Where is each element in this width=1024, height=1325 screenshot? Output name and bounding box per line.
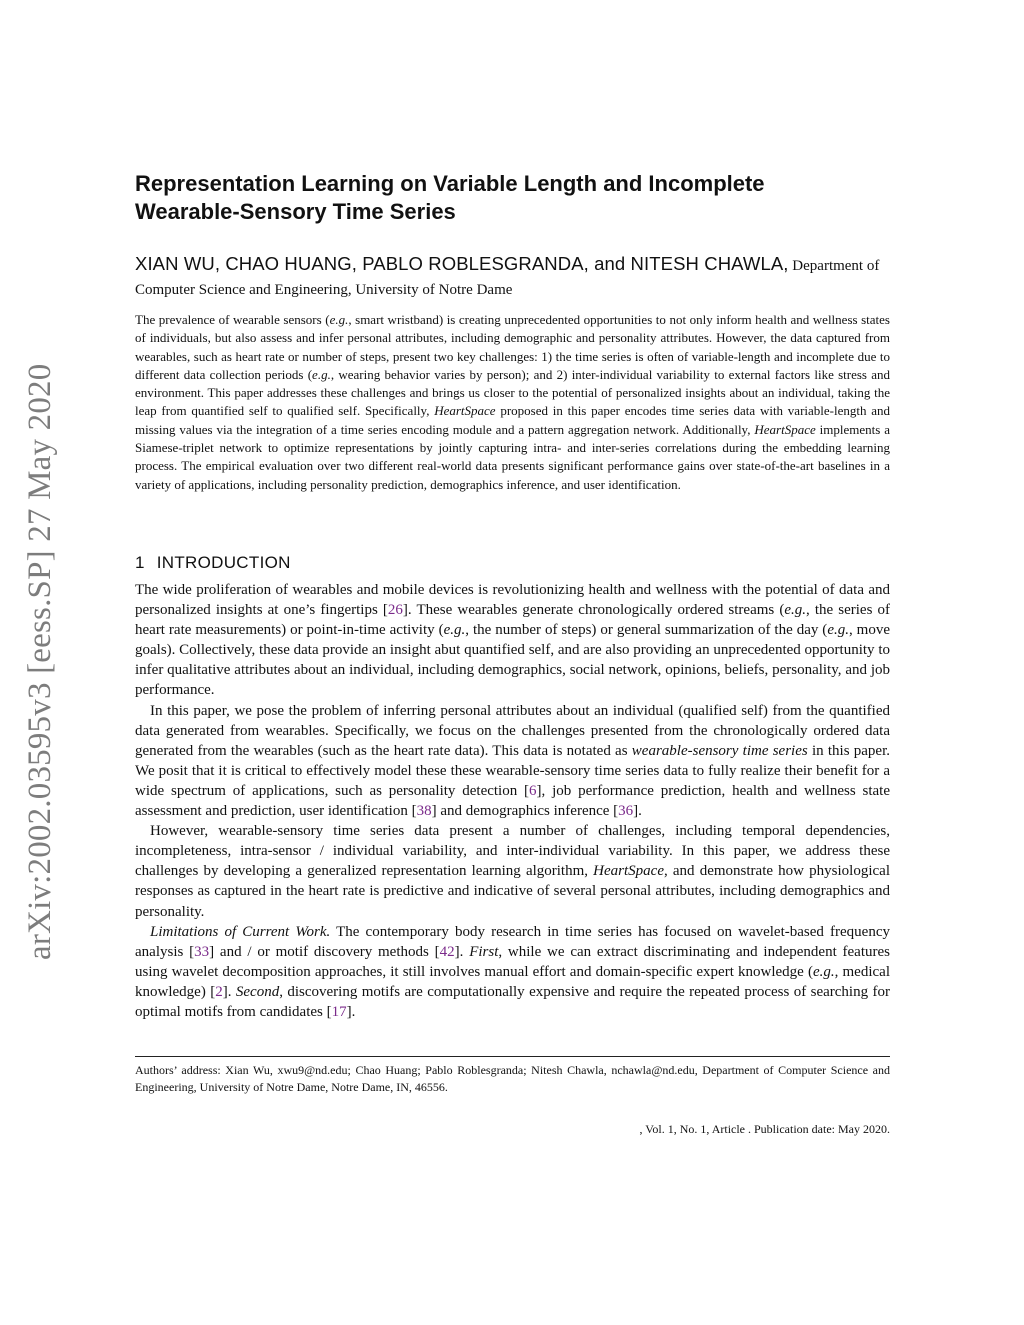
- title-line-1: Representation Learning on Variable Length and Incomplete: [135, 171, 765, 196]
- citation-38[interactable]: 38: [416, 803, 432, 820]
- paragraph-1: The wide proliferation of wearables and mobile devices is revolutionizing health and wellness with the potential of data and personalized insights at one’s fingertips [26]. These wearables generate chronologically ordered streams (e.g., the series of heart rate measurements) or point-in-time activity (e.g., the number of steps) or general summarization of the day (e.g., move goals). Collectively, these data provide an insight abut quantified self, and are also providing an unprecedented opportunity to infer qualitative attributes about an individual, including demographics, social network, opinions, beliefs, personality, and job performance.: [135, 582, 891, 699]
- citation-26[interactable]: 26: [387, 602, 403, 619]
- paragraph-lead: Limitations of Current Work.: [150, 923, 331, 940]
- paragraph-4: Limitations of Current Work. The contemporary body research in time series has focused on wavelet-based frequency analysis [33] and / or motif discovery methods [42]. First, while we can extract discriminating and independent features using wavelet decomposition approaches, it still involves manual effort and domain-specific expert knowledge (e.g., medical knowledge) [2]. Second, discovering motifs are computationally expensive and require the repeated process of searching for optimal motifs from candidates [17].: [135, 923, 890, 1020]
- abstract: [135, 311, 890, 494]
- abstract-text: The prevalence of wearable sensors (e.g., smart wristband) is creating unprecedented opportunities to not only inform health and wellness states of individuals, but also assess and infer personal attributes, including demographic and personality attributes. However, the data captured from wearables, such as heart rate or number of steps, present two key challenges: 1) the time series is often of variable-length and incomplete due to different data collection periods (e.g., wearing behavior varies by person); and 2) inter-individual variability to external factors like stress and environment. This paper addresses these challenges and brings us closer to the potential of personalized insights about an individual, taking the leap from quantified self to qualified self. Specifically, HeartSpace proposed in this paper encodes time series data with variable-length and missing values via the integration of a time series encoding module and a pattern aggregation network. Additionally, HeartSpace implements a Siamese-triplet network to optimize representations by jointly capturing intra- and inter-series correlations during the embedding learning process. The empirical evaluation over two different real-world data presents significant performance gains over state-of-the-art baselines in a variety of applications, including personality prediction, demographics inference, and user identification.: [135, 312, 890, 492]
- author-block: [135, 252, 890, 302]
- citation-33[interactable]: 33: [194, 943, 210, 960]
- citation-17[interactable]: 17: [331, 1003, 347, 1020]
- authors-address-footnote: Authors’ address: Xian Wu, xwu9@nd.edu; Chao Huang; Pablo Roblesgranda; Nitesh Chawla, nchawla@nd.edu, Department of Computer Science and Engineering, University of Notre Dame, Notre Dame, IN, 46556.: [135, 1063, 890, 1094]
- title-line-2: Wearable-Sensory Time Series: [135, 199, 456, 224]
- paragraph-3: However, wearable-sensory time series data present a number of challenges, including temporal dependencies, incompleteness, intra-sensor / individual variability, and inter-individual variability. In this paper, we address these challenges by developing a generalized representation learning algorithm, HeartSpace, and demonstrate how physiological responses as captured in the heart rate is predictive and indicative of several personal attributes, including demographics and personality.: [135, 823, 890, 920]
- page-footer: , Vol. 1, No. 1, Article . Publication date: May 2020.: [639, 1122, 890, 1136]
- paper-title: [135, 170, 895, 226]
- footnote-divider: [135, 1056, 890, 1057]
- citation-6[interactable]: 6: [529, 782, 537, 799]
- paragraph-2: In this paper, we pose the problem of inferring personal attributes about an individual (qualified self) from the quantified data generated from wearables. Specifically, we focus on the challenges presented from the chronologically ordered data generated from the wearables (such as the heart rate data). This data is notated as wearable-sensory time series in this paper. We posit that it is critical to effectively model these these wearable-sensory time series data to fully realize their benefit for a wide spectrum of applications, such as personality detection [6], job performance prediction, health and wellness state assessment and prediction, user identification [38] and demographics inference [36].: [135, 702, 890, 820]
- section-heading: 1 INTRODUCTION: [135, 553, 291, 572]
- author-affiliation: Department of Computer Science and Engineering, University of Notre Dame: [135, 258, 880, 298]
- citation-2[interactable]: 2: [215, 983, 223, 1000]
- citation-42[interactable]: 42: [439, 943, 455, 960]
- introduction-body: [135, 580, 890, 1022]
- arxiv-identifier: arXiv:2002.03595v3 [eess.SP] 27 May 2020: [22, 363, 58, 960]
- author-names: XIAN WU, CHAO HUANG, PABLO ROBLESGRANDA, and NITESH CHAWLA,: [135, 253, 789, 274]
- citation-36[interactable]: 36: [618, 803, 634, 820]
